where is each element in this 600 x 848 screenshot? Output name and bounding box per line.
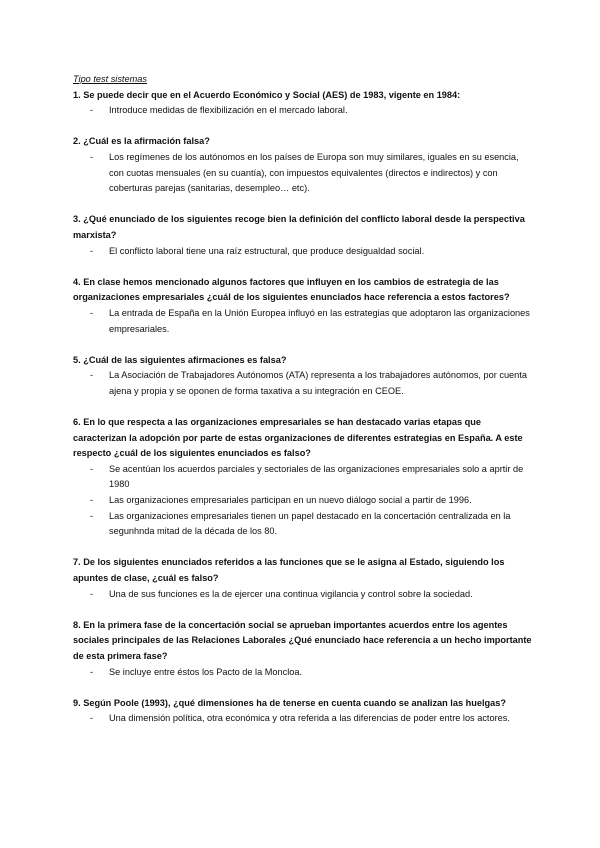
answer-item bbox=[73, 368, 533, 399]
document-heading: Tipo test sistemas bbox=[73, 74, 147, 84]
answer-item bbox=[73, 462, 533, 493]
answer-item bbox=[73, 665, 533, 681]
dash-bullet: - bbox=[90, 370, 94, 381]
dash-bullet: - bbox=[90, 588, 94, 599]
answer-item bbox=[73, 711, 533, 727]
answer-item bbox=[73, 493, 533, 509]
answer-text: La entrada de España en la Unión Europea influyó en las estrategias que adoptaron las organizaciones empresariales. bbox=[109, 307, 530, 334]
answer-list bbox=[73, 150, 533, 197]
dash-bullet: - bbox=[90, 666, 94, 677]
question-block bbox=[73, 88, 533, 119]
answer-text: El conflicto laboral tiene una raíz estructural, que produce desigualdad social. bbox=[109, 245, 425, 256]
answer-item bbox=[73, 150, 533, 197]
question-block bbox=[73, 618, 533, 680]
document-page bbox=[73, 72, 533, 743]
question-text: 7. De los siguientes enunciados referidos a las funciones que se le asigna al Estado, siguiendo los apuntes de clase, ¿cuál es falso? bbox=[73, 557, 505, 583]
answer-list bbox=[73, 306, 533, 337]
answer-item bbox=[73, 103, 533, 119]
answer-list bbox=[73, 244, 533, 260]
question-list bbox=[73, 88, 533, 727]
answer-list bbox=[73, 711, 533, 727]
answer-list bbox=[73, 103, 533, 119]
question-text: 2. ¿Cuál es la afirmación falsa? bbox=[73, 136, 210, 147]
answer-item bbox=[73, 587, 533, 603]
question-text: 8. En la primera fase de la concertación social se aprueban importantes acuerdos entre los agentes sociales principales de las Relaciones Laborales ¿Qué enunciado hace referencia a un hecho importante de esta primera fase? bbox=[73, 619, 532, 661]
dash-bullet: - bbox=[90, 151, 94, 162]
answer-text: Se acentúan los acuerdos parciales y sectoriales de las organizaciones empresariales solo a aprtir de 1980 bbox=[109, 463, 524, 490]
question-text: 4. En clase hemos mencionado algunos factores que influyen en los cambios de estrategia de las organizaciones empresariales ¿cuál de los siguientes enunciados hace referencia a estos factores? bbox=[73, 276, 510, 303]
question-block bbox=[73, 555, 533, 602]
question-text: 6. En lo que respecta a las organizaciones empresariales se han destacado varias etapas que caracterizan la adopción por parte de estas organizaciones de diferentes estrategias en España. A este respecto ¿cuál de los siguientes enunciados es falso? bbox=[73, 417, 523, 459]
dash-bullet: - bbox=[90, 463, 94, 474]
answer-text: Las organizaciones empresariales participan en un nuevo diálogo social a partir de 1996. bbox=[109, 495, 472, 506]
answer-list bbox=[73, 587, 533, 603]
answer-item bbox=[73, 244, 533, 260]
question-block bbox=[73, 353, 533, 400]
answer-text: Los regímenes de los autónomos en los países de Europa son muy similares, iguales en su esencia, con cuotas mensuales (en su cuantía), con impuestos equivalentes (directos e indirectos) y con coberturas parejas (sanitarias, desempleo… etc). bbox=[109, 151, 519, 194]
dash-bullet: - bbox=[90, 713, 94, 724]
answer-text: Introduce medidas de flexibilización en el mercado laboral. bbox=[109, 105, 348, 116]
question-block bbox=[73, 415, 533, 540]
question-block bbox=[73, 696, 533, 727]
answer-item bbox=[73, 306, 533, 337]
answer-item bbox=[73, 509, 533, 540]
dash-bullet: - bbox=[90, 510, 94, 521]
question-text: 5. ¿Cuál de las siguientes afirmaciones es falsa? bbox=[73, 354, 287, 365]
question-block bbox=[73, 212, 533, 259]
dash-bullet: - bbox=[90, 245, 94, 256]
question-text: 3. ¿Qué enunciado de los siguientes recoge bien la definición del conflicto laboral desde la perspectiva marxista? bbox=[73, 214, 525, 240]
question-text: 9. Según Poole (1993), ¿qué dimensiones ha de tenerse en cuenta cuando se analizan las huelgas? bbox=[73, 697, 506, 708]
answer-list bbox=[73, 368, 533, 399]
answer-text: Una dimensión política, otra económica y otra referida a las diferencias de poder entre los actores. bbox=[109, 713, 510, 724]
answer-text: Las organizaciones empresariales tienen un papel destacado en la concertación centralizada en la segunhnda mitad de la década de los 80. bbox=[109, 510, 511, 537]
answer-text: Se incluye entre éstos los Pacto de la Moncloa. bbox=[109, 666, 303, 677]
dash-bullet: - bbox=[90, 307, 94, 318]
answer-text: La Asociación de Trabajadores Autónomos (ATA) representa a los trabajadores autónomos, por cuenta ajena y propia y se oponen de forma taxativa a su integración en CEOE. bbox=[109, 370, 527, 396]
question-block bbox=[73, 275, 533, 337]
dash-bullet: - bbox=[90, 495, 94, 506]
question-text: 1. Se puede decir que en el Acuerdo Económico y Social (AES) de 1983, vigente en 1984: bbox=[73, 89, 461, 100]
question-block bbox=[73, 134, 533, 196]
answer-list bbox=[73, 462, 533, 540]
answer-list bbox=[73, 665, 533, 681]
dash-bullet: - bbox=[90, 105, 94, 116]
answer-text: Una de sus funciones es la de ejercer una continua vigilancia y control sobre la sociedad. bbox=[109, 588, 473, 599]
